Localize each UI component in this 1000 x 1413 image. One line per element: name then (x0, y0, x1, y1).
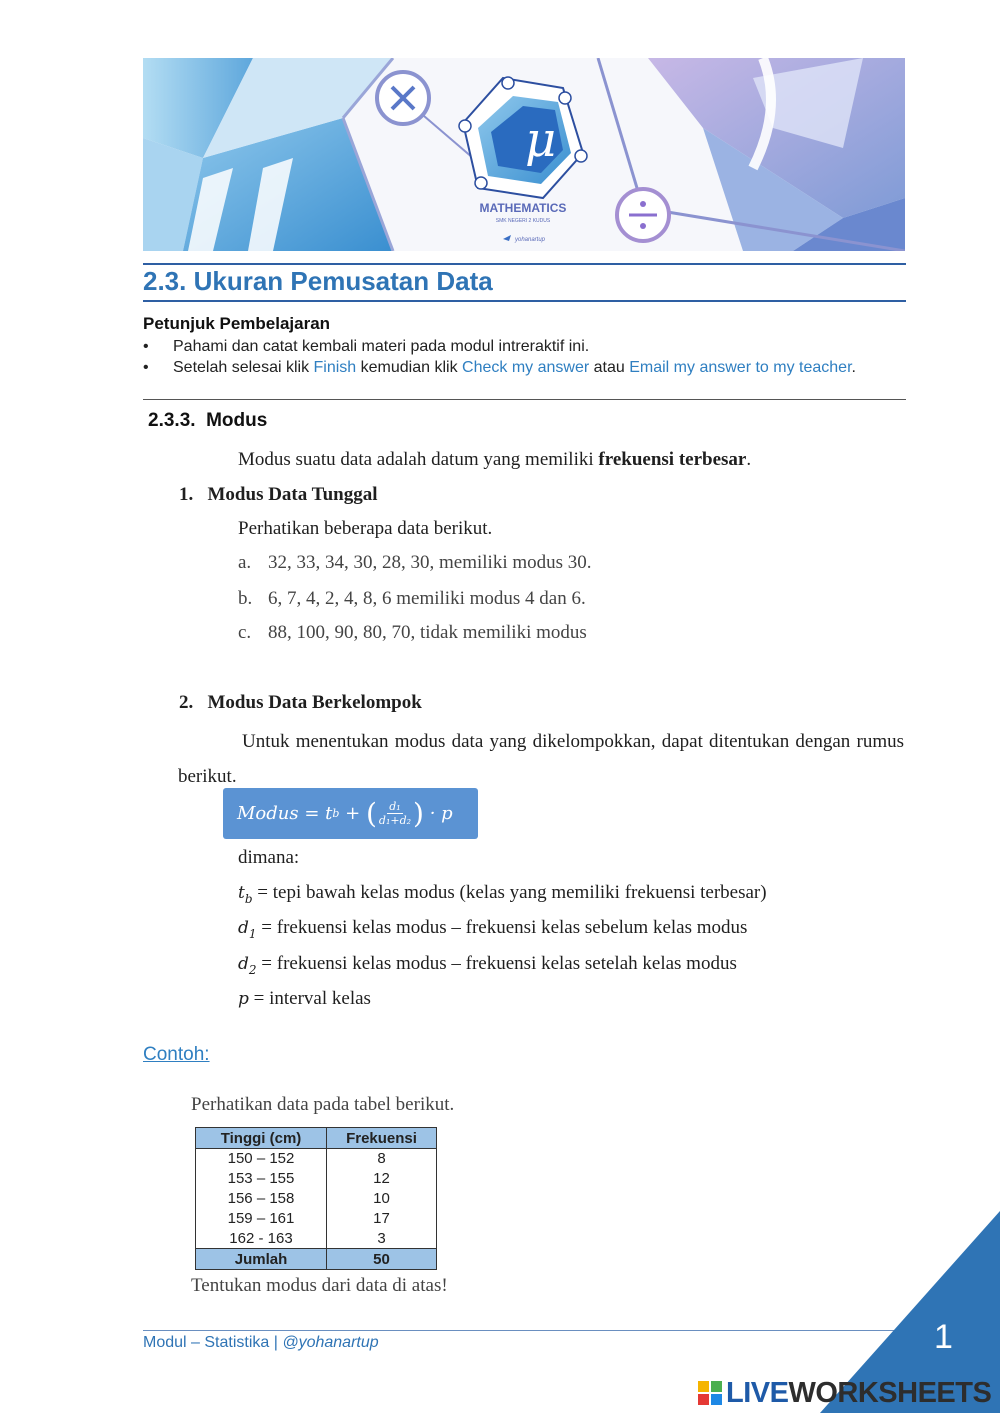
column-header: Tinggi (cm) (196, 1128, 327, 1149)
page-title: 2.3. Ukuran Pemusatan Data (143, 266, 493, 296)
table-cell: 8 (327, 1149, 437, 1169)
var-symbol: d (238, 954, 249, 974)
example-label: Contoh: (143, 1044, 210, 1065)
var-sub: b (244, 891, 253, 906)
formula-numerator: d₁ (389, 800, 401, 813)
definition-row (238, 916, 747, 946)
email-answer-link[interactable]: Email my answer to my teacher (629, 359, 852, 376)
formula-paren-open: ( (365, 796, 377, 830)
definition-text: Modus suatu data adalah datum yang memiliki (238, 449, 599, 470)
list-label: a. (238, 552, 252, 573)
var-description: = frekuensi kelas modus – frekuensi kelas sebelum kelas modus (256, 917, 748, 938)
table-row (196, 1209, 437, 1229)
list-label: c. (238, 622, 252, 643)
single-heading (179, 483, 378, 507)
var-sub: 2 (248, 962, 257, 977)
footer-rule (143, 1330, 903, 1331)
list-item (238, 621, 251, 645)
table-cell: 10 (327, 1189, 437, 1209)
formula-plus: + (339, 803, 366, 824)
definition-row (238, 987, 371, 1011)
total-value: 50 (327, 1249, 437, 1270)
var-symbol: d (238, 918, 249, 938)
definition-bold: frekuensi terbesar (598, 449, 747, 470)
where-label: dimana: (238, 847, 300, 868)
table-row (196, 1169, 437, 1189)
table-total-row (196, 1249, 437, 1270)
formula-tail: · p (423, 803, 453, 824)
instructions-list (143, 336, 883, 378)
title-rule-top (143, 263, 906, 265)
instruction-text: Setelah selesai klik (173, 359, 314, 376)
formula-fraction (379, 800, 411, 827)
total-label: Jumlah (196, 1249, 327, 1270)
footer-author: @yohanartup (282, 1334, 379, 1351)
table-cell: 153 – 155 (196, 1169, 327, 1189)
formula-paren-close: ) (413, 796, 424, 830)
var-sub: 1 (248, 926, 257, 941)
list-item-text: 88, 100, 90, 80, 70, tidak memiliki modus (268, 622, 587, 643)
single-heading-text: 1. Modus Data Tunggal (179, 484, 378, 505)
footer-module: Modul – Statistika | (143, 1334, 283, 1351)
logo-subtitle: SMK NEGERI 2 KUDUS (495, 218, 551, 224)
list-item (238, 551, 251, 575)
var-description: = frekuensi kelas modus – frekuensi kelas setelah kelas modus (256, 953, 737, 974)
list-item (238, 587, 252, 611)
subsection-number: 2.3.3. (148, 410, 196, 431)
instruction-text: . (851, 359, 856, 376)
grouped-intro: Untuk menentukan modus data yang dikelompokkan, dapat ditentukan dengan rumus berikut. (178, 731, 904, 787)
var-symbol: p (238, 989, 249, 1009)
example-question: Tentukan modus dari data di atas! (191, 1275, 448, 1296)
instruction-text: Pahami dan catat kembali materi pada modul intreraktif ini. (173, 338, 590, 355)
table-row (196, 1149, 437, 1169)
instructions-rule (143, 399, 906, 400)
grouped-heading-text: 2. Modus Data Berkelompok (179, 692, 422, 713)
liveworksheets-icon (698, 1381, 722, 1405)
instruction-item (143, 357, 883, 378)
table-cell: 156 – 158 (196, 1189, 327, 1209)
finish-link[interactable]: Finish (313, 359, 357, 376)
formula-denominator: d₁+d₂ (378, 814, 412, 827)
instruction-text: atau (589, 359, 630, 376)
table-row (196, 1229, 437, 1249)
logo-title: MATHEMATICS (479, 201, 567, 215)
example-intro: Perhatikan data pada tabel berikut. (191, 1094, 455, 1115)
table-row (196, 1189, 437, 1209)
logo-signature: yohanartup (515, 237, 546, 243)
table-cell: 159 – 161 (196, 1209, 327, 1229)
single-intro: Perhatikan beberapa data berikut. (238, 518, 493, 539)
table-cell: 3 (327, 1229, 437, 1249)
instruction-item (143, 336, 883, 357)
formula-lhs-sub: b (332, 807, 340, 820)
height-frequency-table (195, 1127, 437, 1270)
footer-text (143, 1334, 379, 1352)
instruction-text: kemudian klik (356, 359, 463, 376)
var-description: = interval kelas (248, 988, 371, 1009)
subsection-title: Modus (206, 410, 268, 431)
definition-end: . (746, 449, 752, 470)
var-symbol: t (238, 883, 245, 903)
var-description: = tepi bawah kelas modus (kelas yang memiliki frekuensi terbesar) (252, 882, 767, 903)
liveworksheets-logo[interactable] (698, 1376, 991, 1410)
instructions-heading: Petunjuk Pembelajaran (143, 314, 331, 333)
mode-formula (223, 788, 478, 839)
column-header: Frekuensi (327, 1128, 437, 1149)
grouped-heading (179, 691, 422, 715)
subsection-heading (148, 410, 267, 432)
check-answer-link[interactable]: Check my answer (462, 359, 590, 376)
table-cell: 12 (327, 1169, 437, 1189)
list-item-text: 32, 33, 34, 30, 28, 30, memiliki modus 30. (268, 552, 592, 573)
definition-row (238, 881, 767, 911)
table-cell: 150 – 152 (196, 1149, 327, 1169)
liveworksheets-wordmark (726, 1377, 991, 1410)
list-label: b. (238, 588, 253, 609)
brand-rest: WORKSHEETS (788, 1376, 992, 1409)
title-rule-bottom (143, 300, 906, 302)
brand-live: LIVE (726, 1376, 789, 1409)
svg-text:μ: μ (525, 112, 557, 168)
definition-row (238, 952, 737, 982)
formula-lhs: Modus = t (237, 803, 333, 824)
table-cell: 17 (327, 1209, 437, 1229)
table-header-row (196, 1128, 437, 1149)
page-number: 1 (934, 1318, 953, 1356)
definition (238, 448, 751, 472)
header-banner (143, 58, 905, 251)
table-cell: 162 - 163 (196, 1229, 327, 1249)
list-item-text: 6, 7, 4, 2, 4, 8, 6 memiliki modus 4 dan 6. (268, 588, 586, 609)
banner-artwork (143, 58, 905, 251)
